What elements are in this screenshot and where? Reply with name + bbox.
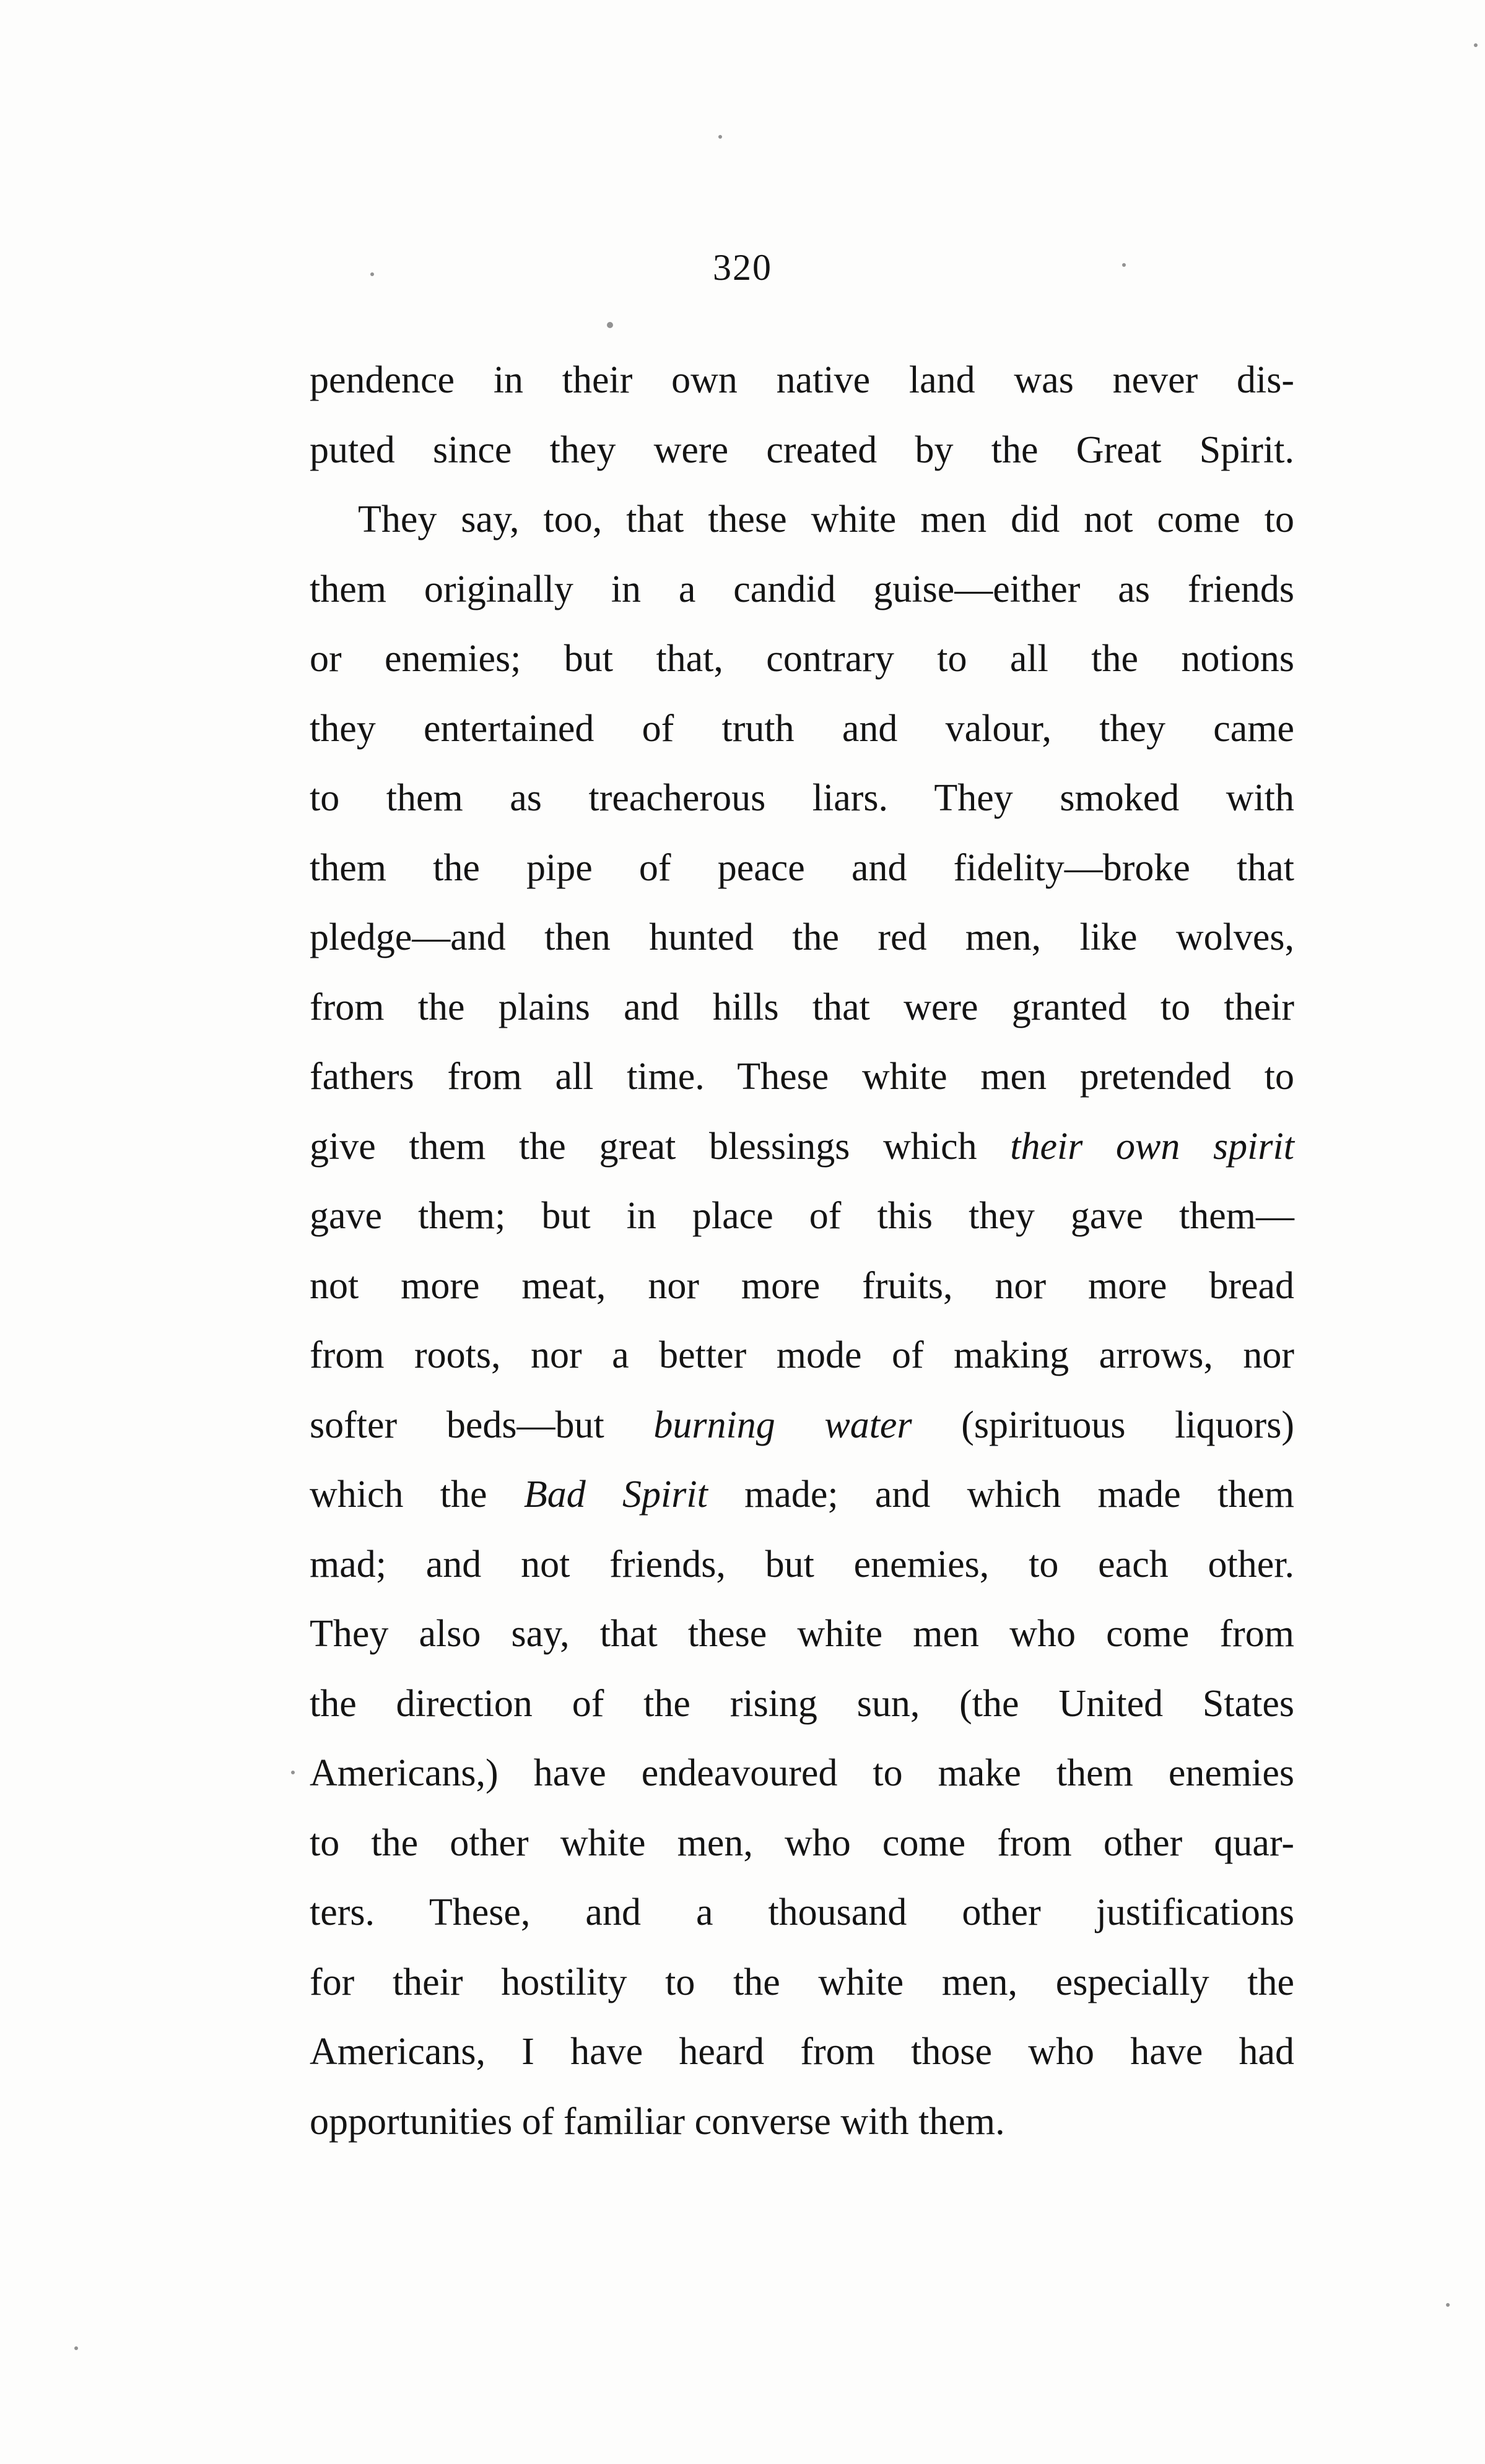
text-line (310, 1808, 1294, 1878)
text-line (310, 1738, 1294, 1808)
text-line (310, 1042, 1294, 1112)
text-segment: Americans, I have heard from those who have had (310, 2031, 1294, 2073)
text-segment: them the pipe of peace and fidelity—broke that (310, 846, 1294, 889)
text-segment: pendence in their own native land was never dis- (310, 359, 1294, 401)
scan-speck (1446, 2303, 1450, 2307)
text-segment: for their hostility to the white men, especially the (310, 1961, 1294, 2003)
text-line (310, 415, 1294, 485)
text-segment: which the (310, 1473, 524, 1516)
scan-speck (718, 135, 722, 139)
text-segment: mad; and not friends, but enemies, to each other. (310, 1543, 1294, 1586)
scan-speck (1122, 263, 1126, 267)
italic-text: their own spirit (1010, 1125, 1294, 1168)
scan-speck (74, 2346, 78, 2350)
text-line (310, 1599, 1294, 1669)
text-line (310, 1390, 1294, 1460)
text-line (310, 833, 1294, 903)
text-line (310, 1460, 1294, 1530)
text-segment: they entertained of truth and valour, they came (310, 707, 1294, 750)
text-segment: softer beds—but (310, 1403, 654, 1446)
text-line (310, 1948, 1294, 2018)
text-segment: them originally in a candid guise—either as friends (310, 568, 1294, 610)
text-segment: the direction of the rising sun, (the United States (310, 1682, 1294, 1725)
text-line (310, 903, 1294, 973)
italic-text: burning water (653, 1403, 912, 1446)
text-line (310, 973, 1294, 1043)
text-segment: (spirituous liquors) (912, 1403, 1294, 1446)
text-line (310, 694, 1294, 764)
text-line (310, 1112, 1294, 1182)
text-line (310, 2017, 1294, 2087)
text-segment: made; and which made them (707, 1473, 1294, 1516)
scan-speck (607, 322, 613, 328)
body-text (310, 345, 1294, 2156)
text-line (310, 1181, 1294, 1251)
text-line (310, 2087, 1294, 2157)
text-line (310, 485, 1294, 555)
text-segment: fathers from all time. These white men pretended to (310, 1056, 1294, 1098)
text-segment: opportunities of familiar converse with them. (310, 2100, 1005, 2143)
scan-speck (1474, 43, 1478, 47)
text-segment: They say, too, that these white men did not come to (358, 498, 1294, 540)
text-segment: to the other white men, who come from other quar- (310, 1821, 1294, 1864)
text-segment: gave them; but in place of this they gave them— (310, 1195, 1294, 1237)
text-line (310, 624, 1294, 694)
text-segment: They also say, that these white men who come from (310, 1613, 1294, 1655)
text-line (310, 1530, 1294, 1600)
text-line (310, 1669, 1294, 1739)
text-segment: puted since they were created by the Great Spirit. (310, 428, 1294, 471)
italic-text: Bad Spirit (523, 1473, 708, 1516)
text-segment: give them the great blessings which (310, 1125, 1011, 1168)
text-line (310, 763, 1294, 833)
text-line (310, 1321, 1294, 1390)
text-segment: pledge—and then hunted the red men, like wolves, (310, 916, 1294, 958)
text-segment: to them as treacherous liars. They smoked with (310, 777, 1294, 819)
page-number: 320 (713, 247, 772, 288)
text-segment: Americans,) have endeavoured to make them enemies (310, 1752, 1294, 1794)
text-line (310, 345, 1294, 415)
scan-speck (370, 272, 374, 276)
text-line (310, 555, 1294, 625)
text-segment: ters. These, and a thousand other justifications (310, 1891, 1294, 1933)
text-segment: from roots, nor a better mode of making arrows, nor (310, 1334, 1294, 1376)
text-line (310, 1878, 1294, 1948)
text-segment: or enemies; but that, contrary to all the notions (310, 638, 1294, 680)
text-line (310, 1251, 1294, 1321)
text-segment: from the plains and hills that were granted to their (310, 986, 1294, 1028)
scan-speck (291, 1771, 295, 1774)
text-segment: not more meat, nor more fruits, nor more bread (310, 1264, 1294, 1307)
